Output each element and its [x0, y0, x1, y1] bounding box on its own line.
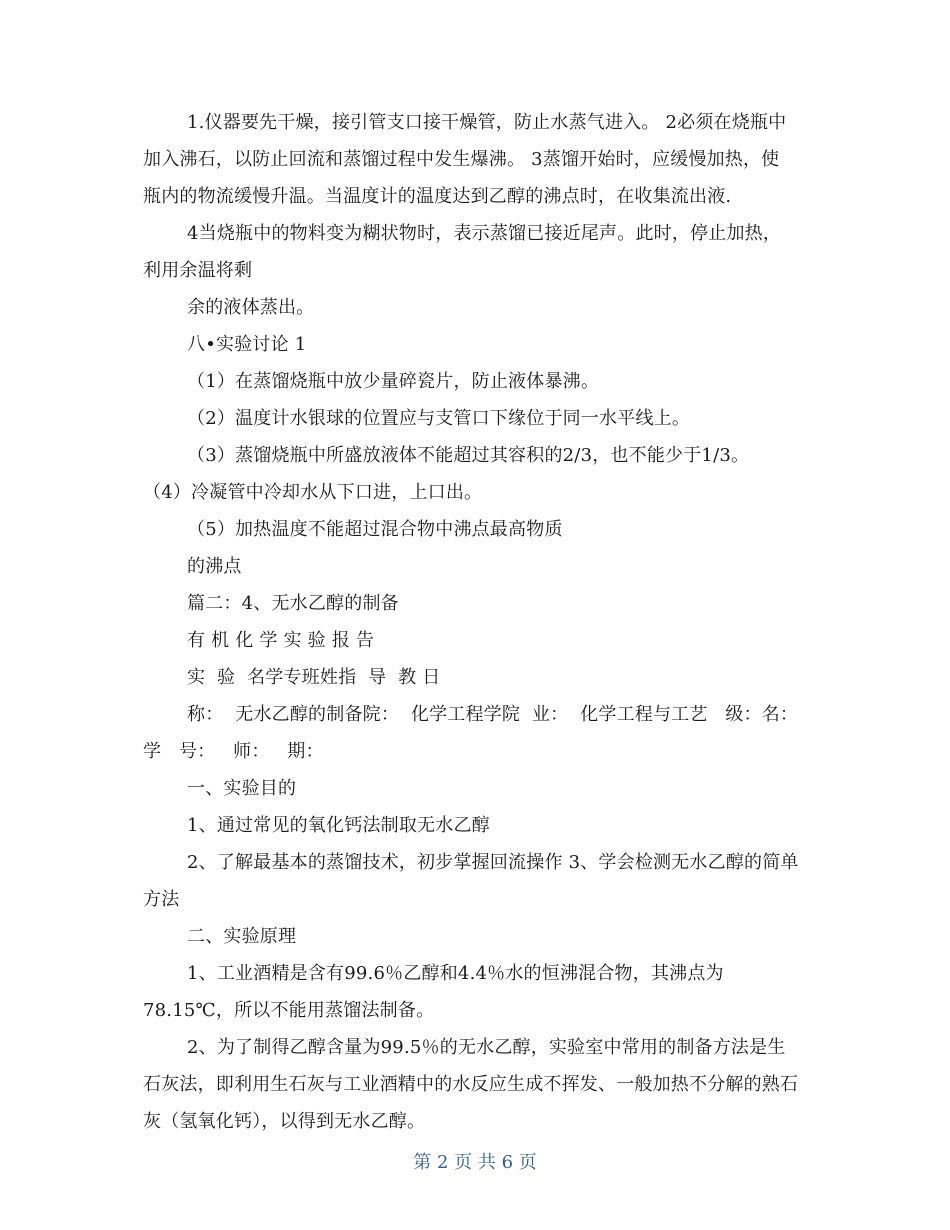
paragraph-line: 石灰法，即利用生石灰与工业酒精中的水反应生成不挥发、一般加热不分解的熟石: [143, 1074, 799, 1095]
paragraph-line: 加入沸石，以防止回流和蒸馏过程中发生爆沸。 3蒸馏开始时，应缓慢加热，使: [143, 149, 780, 170]
list-item: （4）冷凝管中冷却水从下口进，上口出。: [143, 482, 483, 503]
paragraph-line: 利用余温将剩: [143, 260, 253, 281]
paragraph-line: 的沸点: [187, 556, 242, 577]
paragraph-line: 2、为了制得乙醇含量为99.5％的无水乙醇，实验室中常用的制备方法是生: [187, 1037, 786, 1058]
paragraph-line: 1.仪器要先干燥，接引管支口接干燥管，防止水蒸气进入。 2必须在烧瓶中: [187, 112, 787, 133]
report-title: 有 机 化 学 实 验 报 告: [187, 630, 375, 651]
form-labels-row: 实 验 名学专班姓指 导 教 日: [187, 667, 441, 688]
form-values-row: 称： 无水乙醇的制备院： 化学工程学院 业： 化学工程与工艺 级：名：: [187, 704, 799, 725]
paragraph-line: 4当烧瓶中的物料变为糊状物时，表示蒸馏已接近尾声。此时，停止加热，: [187, 223, 782, 244]
paragraph-line: 78.15℃，所以不能用蒸馏法制备。: [143, 1000, 435, 1021]
form-labels-row: 学 号： 师： 期：: [143, 741, 324, 762]
list-item: 1、通过常见的氧化钙法制取无水乙醇: [187, 815, 490, 836]
section-heading: 二、实验原理: [187, 926, 297, 947]
paragraph-line: 灰（氢氧化钙），以得到无水乙醇。: [143, 1111, 426, 1132]
list-item: （3）蒸馏烧瓶中所盛放液体不能超过其容积的2/3，也不能少于1/3。: [187, 445, 750, 466]
paragraph-line: 余的液体蒸出。: [187, 297, 315, 318]
section-heading: 一、实验目的: [187, 778, 297, 799]
page-number-footer: 第 2 页 共 6 页: [413, 1152, 537, 1173]
section-heading: 八•实验讨论 1: [187, 334, 307, 355]
list-item: （1）在蒸馏烧瓶中放少量碎瓷片，防止液体暴沸。: [187, 371, 600, 392]
paragraph-line: 方法: [143, 889, 180, 910]
list-item: 2、了解最基本的蒸馏技术，初步掌握回流操作 3、学会检测无水乙醇的简单: [187, 852, 799, 873]
paragraph-line: 瓶内的物流缓慢升温。当温度计的温度达到乙醇的沸点时，在收集流出液.: [143, 186, 732, 207]
section-heading: 篇二：4、无水乙醇的制备: [187, 593, 399, 614]
list-item: （2）温度计水银球的位置应与支管口下缘位于同一水平线上。: [187, 408, 691, 429]
paragraph-line: 1、工业酒精是含有99.6％乙醇和4.4％水的恒沸混合物，其沸点为: [187, 963, 724, 984]
list-item: （5）加热温度不能超过混合物中沸点最高物质: [187, 519, 563, 540]
